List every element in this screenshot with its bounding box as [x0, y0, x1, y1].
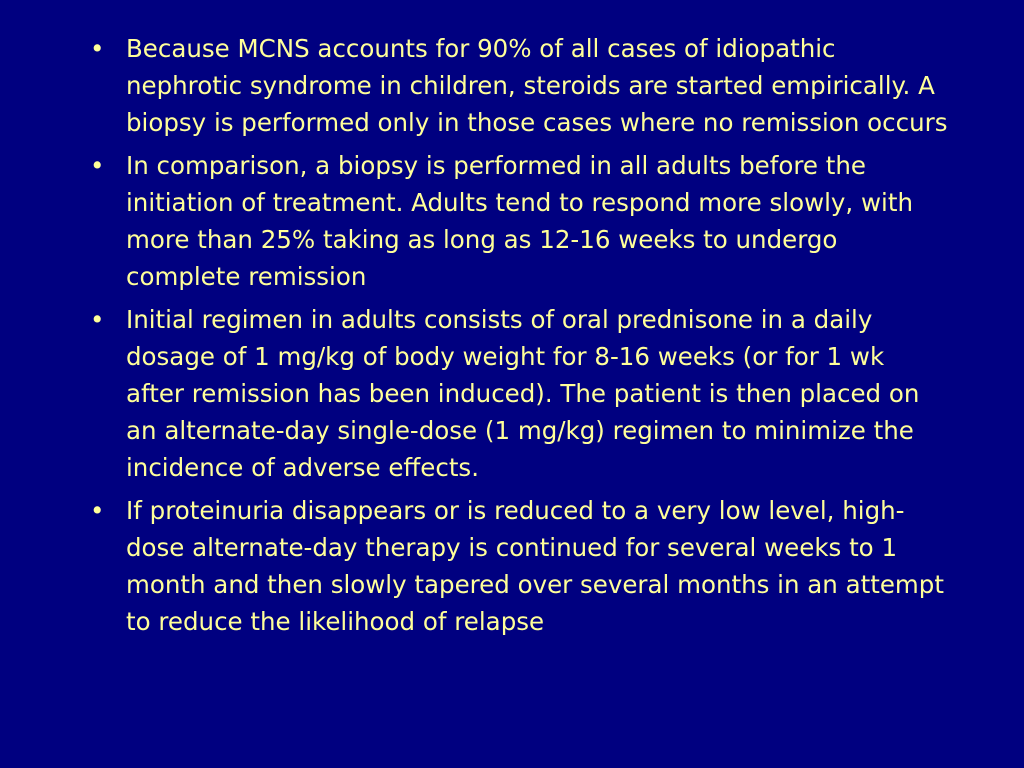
bullet-text: Initial regimen in adults consists of oral prednisone in a daily dosage of 1 mg/kg of body weight for 8-16 weeks (or for 1 wk after remission has been induced). The patient is then placed on an alternate-day single-dose (1 mg/kg) regimen to minimize the incidence of adverse effects.: [126, 305, 920, 482]
bullet-item: [88, 147, 948, 295]
bullet-marker-icon: •: [90, 151, 105, 180]
bullet-marker-icon: •: [90, 305, 105, 334]
bullet-marker-icon: •: [90, 496, 105, 525]
bullet-text: If proteinuria disappears or is reduced to a very low level, high-dose alternate-day therapy is continued for several weeks to 1 month and then slowly tapered over several months in an attempt to reduce the likelihood of relapse: [126, 496, 944, 636]
bullet-list: [88, 30, 948, 646]
bullet-text: In comparison, a biopsy is performed in all adults before the initiation of treatment. Adults tend to respond more slowly, with more than 25% taking as long as 12-16 weeks to undergo complete remission: [126, 151, 913, 291]
bullet-text: Because MCNS accounts for 90% of all cases of idiopathic nephrotic syndrome in children, steroids are started empirically. A biopsy is performed only in those cases where no remission occurs: [126, 34, 948, 137]
bullet-item: [88, 30, 948, 141]
bullet-item: [88, 492, 948, 640]
bullet-item: [88, 301, 948, 486]
bullet-marker-icon: •: [90, 34, 105, 63]
